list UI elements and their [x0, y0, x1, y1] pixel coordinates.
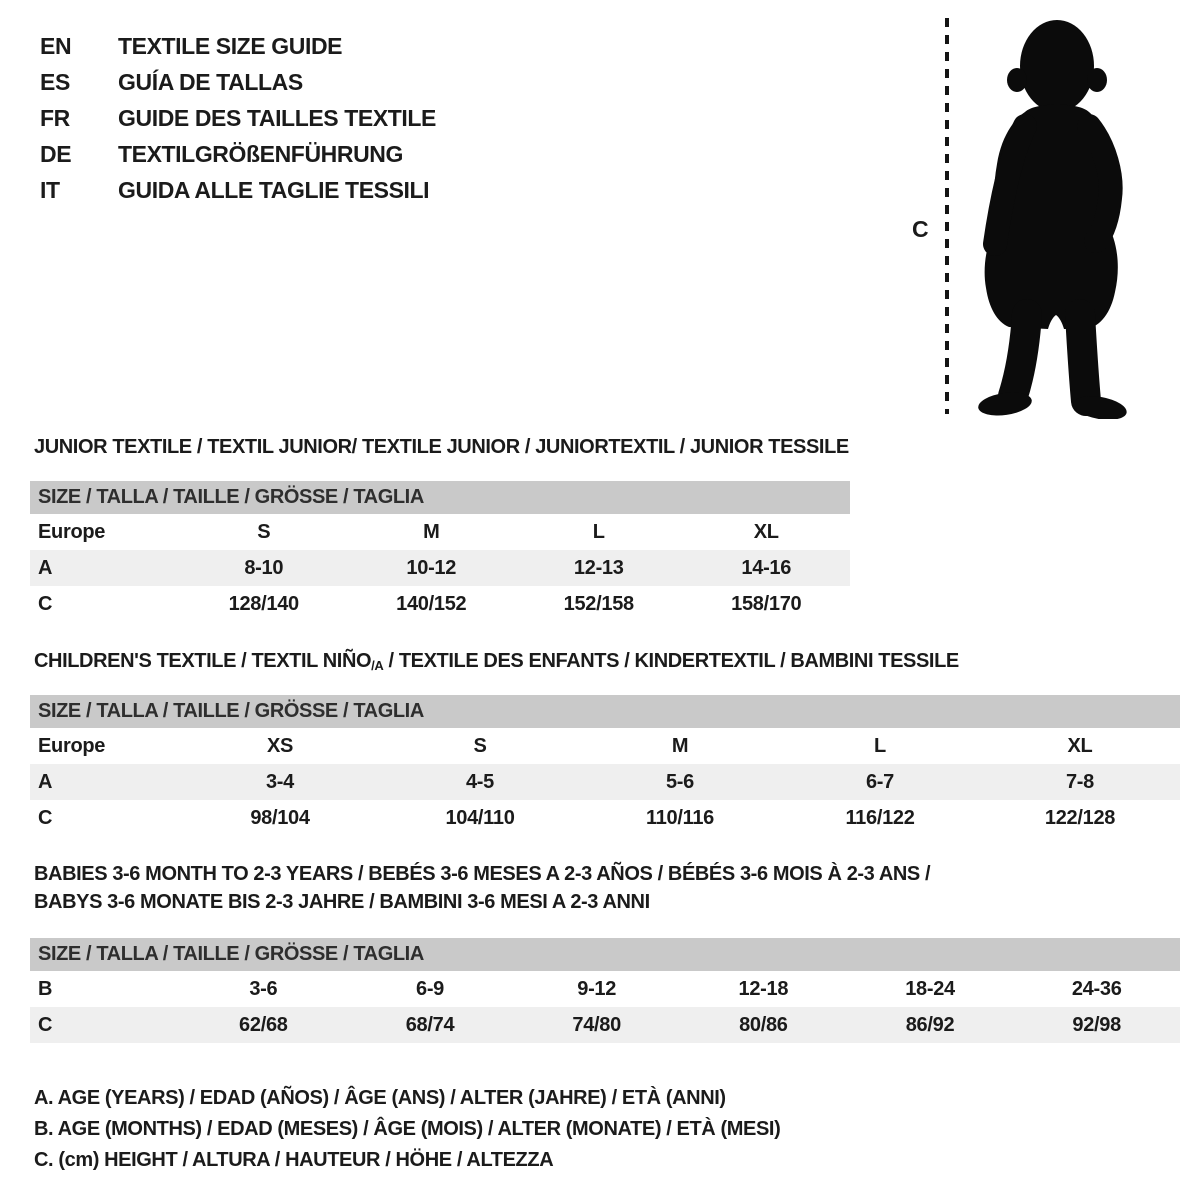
language-row-de [40, 136, 436, 172]
table-cell: 12-13 [573, 556, 624, 579]
table-cell: 158/170 [731, 592, 802, 615]
junior-size-table [30, 481, 850, 622]
height-figure [912, 14, 1148, 418]
table-cell: 74/80 [572, 1013, 621, 1036]
table-cell: 14-16 [741, 556, 792, 579]
language-title: GUIDA ALLE TAGLIE TESSILI [118, 177, 430, 203]
babies-title-line1: BABIES 3-6 MONTH TO 2-3 YEARS / BEBÉS 3-6 MESES A 2-3 AÑOS / BÉBÉS 3-6 MOIS À 2-3 ANS / [34, 863, 931, 885]
language-code: IT [40, 177, 60, 203]
table-row-c [30, 1007, 1180, 1043]
table-cell: M [671, 734, 689, 757]
children-title-sub: /A [371, 658, 384, 673]
row-label: Europe [38, 734, 106, 757]
table-header: SIZE / TALLA / TAILLE / GRÖSSE / TAGLIA [30, 695, 1180, 728]
table-row-a [30, 550, 850, 586]
language-code: EN [40, 33, 72, 59]
table-cell: 18-24 [905, 977, 955, 1000]
table-cell: 7-8 [1065, 770, 1094, 793]
language-code: DE [40, 141, 72, 167]
babies-size-table [30, 938, 1180, 1043]
table-cell: 24-36 [1071, 977, 1122, 1000]
row-label: C [38, 806, 53, 829]
table-cell: 116/122 [845, 806, 915, 829]
table-row-c [30, 586, 850, 622]
language-title: GUÍA DE TALLAS [118, 69, 303, 95]
children-section-title [34, 650, 1200, 673]
table-cell: 6-9 [416, 977, 445, 1000]
babies-section [30, 860, 1200, 1043]
table-cell: M [423, 520, 440, 543]
language-row-en [40, 28, 436, 64]
children-size-table [30, 695, 1180, 836]
height-measure-label: C [912, 216, 929, 242]
row-label: Europe [38, 520, 106, 543]
table-cell: 6-7 [865, 770, 894, 793]
language-title: TEXTILGRÖßENFÜHRUNG [118, 141, 403, 167]
table-cell: L [592, 520, 605, 543]
table-cell: 4-5 [465, 770, 494, 793]
table-row-b [30, 971, 1180, 1007]
babies-title-line2: BABYS 3-6 MONATE BIS 2-3 JAHRE / BAMBINI 3-6 MESI A 2-3 ANNI [34, 891, 650, 913]
legend-line-a: A. AGE (YEARS) / EDAD (AÑOS) / ÂGE (ANS) / ALTER (JAHRE) / ETÀ (ANNI) [34, 1087, 726, 1109]
junior-section-title: JUNIOR TEXTILE / TEXTIL JUNIOR/ TEXTILE JUNIOR / JUNIORTEXTIL / JUNIOR TESSILE [34, 436, 849, 458]
table-row-europe [30, 514, 850, 550]
table-cell: 5-6 [665, 770, 694, 793]
table-cell: 98/104 [250, 806, 310, 829]
table-cell: 110/116 [646, 806, 714, 829]
table-cell: 62/68 [239, 1013, 288, 1036]
header-area [0, 0, 1200, 430]
table-cell: 12-18 [738, 977, 789, 1000]
children-title-prefix: CHILDREN'S TEXTILE / TEXTIL NIÑO [34, 650, 372, 672]
row-label: C [38, 1013, 53, 1036]
table-cell: XL [1067, 734, 1093, 757]
table-cell: 104/110 [445, 806, 515, 829]
table-cell: 128/140 [228, 592, 299, 615]
toddler-silhouette-image [963, 14, 1148, 419]
language-code: FR [40, 105, 70, 131]
junior-section [30, 436, 1200, 622]
children-title-suffix: / TEXTILE DES ENFANTS / KINDERTEXTIL / BAMBINI TESSILE [383, 650, 959, 672]
table-cell: 86/92 [905, 1013, 955, 1036]
language-row-es [40, 64, 436, 100]
row-label: C [38, 592, 53, 615]
children-section [30, 650, 1200, 836]
table-cell: 10-12 [406, 556, 457, 579]
table-cell: 122/128 [1044, 806, 1116, 829]
table-row-a [30, 764, 1180, 800]
table-cell: 140/152 [396, 592, 467, 615]
table-header: SIZE / TALLA / TAILLE / GRÖSSE / TAGLIA [30, 481, 850, 514]
legend-line-b: B. AGE (MONTHS) / EDAD (MESES) / ÂGE (MOIS) / ALTER (MONATE) / ETÀ (MESI) [34, 1118, 781, 1140]
table-cell: XS [266, 734, 294, 757]
babies-section-title [34, 860, 1200, 916]
language-list [40, 28, 436, 208]
table-cell: XL [753, 520, 779, 543]
measurement-legend [34, 1083, 1200, 1176]
table-cell: 9-12 [577, 977, 617, 1000]
row-label: A [38, 770, 53, 793]
language-row-it [40, 172, 436, 208]
table-cell: 80/86 [739, 1013, 788, 1036]
table-row-europe [30, 728, 1180, 764]
table-row-c [30, 800, 1180, 836]
language-row-fr [40, 100, 436, 136]
table-cell: S [473, 734, 487, 757]
table-header: SIZE / TALLA / TAILLE / GRÖSSE / TAGLIA [30, 938, 1180, 971]
size-guide-sections [0, 436, 1200, 1043]
table-cell: 68/74 [405, 1013, 455, 1036]
table-cell: 3-4 [265, 770, 294, 793]
language-title: TEXTILE SIZE GUIDE [118, 33, 343, 59]
height-measure-dashed-line [945, 18, 949, 414]
table-cell: 92/98 [1072, 1013, 1121, 1036]
table-cell: L [874, 734, 886, 757]
row-label: B [38, 977, 53, 1000]
language-title: GUIDE DES TAILLES TEXTILE [118, 105, 436, 131]
table-cell: 8-10 [244, 556, 284, 579]
table-cell: 3-6 [249, 977, 278, 1000]
table-cell: 152/158 [563, 592, 634, 615]
legend-line-c: C. (cm) HEIGHT / ALTURA / HAUTEUR / HÖHE / ALTEZZA [34, 1149, 554, 1171]
table-cell: S [257, 520, 271, 543]
language-code: ES [40, 69, 70, 95]
row-label: A [38, 556, 53, 579]
